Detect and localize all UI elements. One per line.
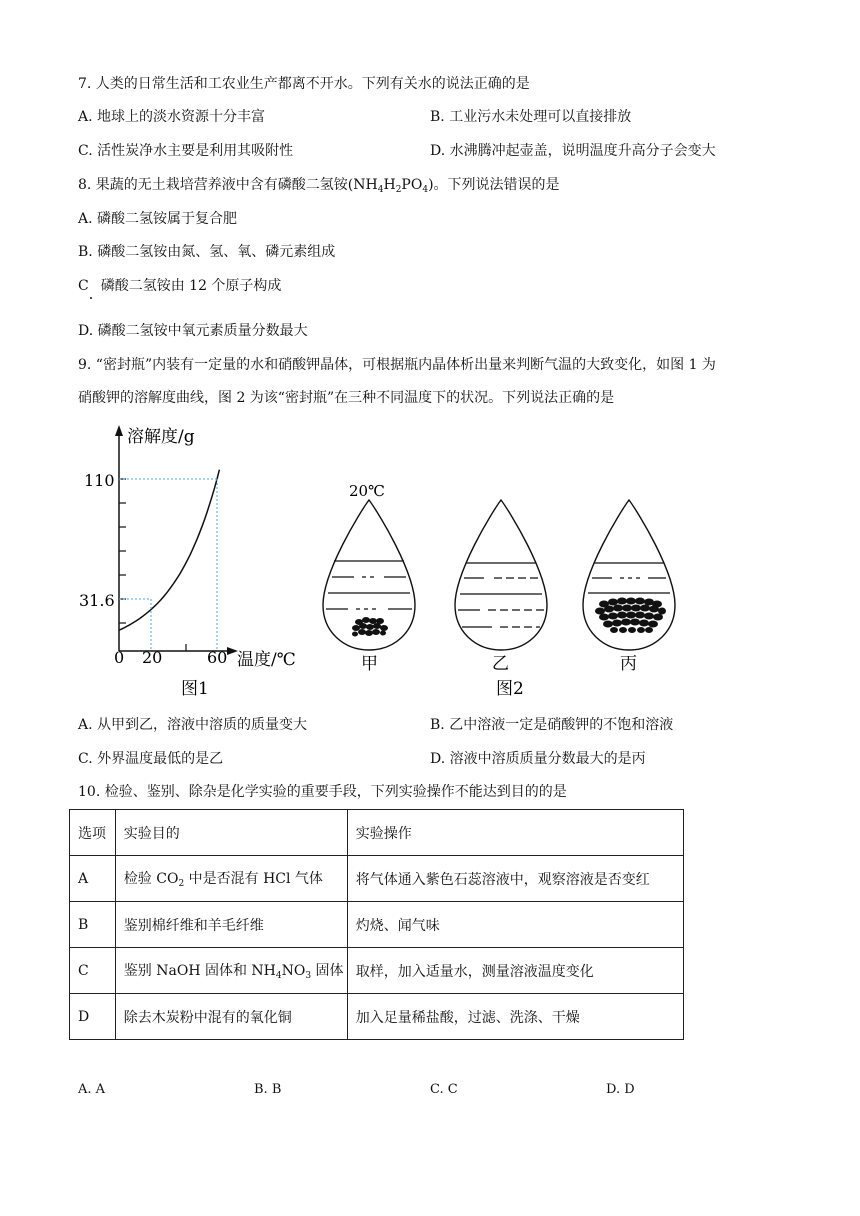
q9-stem-line2: 硝酸钾的溶解度曲线，图 2 为该“密封瓶”在三种不同温度下的状况。下列说法正确的是: [78, 390, 615, 406]
figure1-chart: [79, 425, 296, 699]
q10-answer-a: A. A: [78, 1082, 106, 1097]
table-cell-operation: 加入足量稀盐酸，过滤、洗涤、干燥: [347, 994, 683, 1040]
x-tick-label-60: 60: [207, 648, 228, 667]
figure1-ylabel: 溶解度/g: [127, 427, 195, 447]
table-cell-goal: 鉴别 NaOH 固体和 $NH_4NO_3$ 固体: [115, 948, 347, 994]
q8-option-a: A. 磷酸二氢铵属于复合肥: [78, 211, 238, 227]
figure2: [323, 482, 675, 699]
table-header-goal: 实验目的: [115, 810, 347, 856]
table-header-option: 选项: [70, 810, 116, 856]
q8-option-c: C 磷酸二氢铵由 12 个原子构成: [78, 278, 282, 294]
table-cell-goal: 除去木炭粉中混有的氧化铜: [115, 994, 347, 1040]
q9-stem-line1: 9. “密封瓶”内装有一定量的水和硝酸钾晶体，可根据瓶内晶体析出量来判断气温的大致变化，如图 1 为: [78, 357, 716, 373]
table-row: [70, 994, 684, 1040]
x-tick-label-0: 0: [114, 648, 125, 667]
table-cell-operation: 灼烧、闻气味: [347, 902, 683, 948]
bottle-bing: [583, 500, 675, 674]
q9-option-a: A. 从甲到乙，溶液中溶质的质量变大: [78, 717, 308, 733]
q7-option-c: C. 活性炭净水主要是利用其吸附性: [78, 143, 294, 159]
q10-stem: 10. 检验、鉴别、除杂是化学实验的重要手段，下列实验操作不能达到目的的是: [78, 784, 567, 800]
table-cell-option: C: [70, 948, 116, 994]
table-cell-option: A: [70, 856, 116, 902]
q10-answer-c: C. C: [430, 1082, 458, 1097]
q7-stem: 7. 人类的日常生活和工农业生产都离不开水。下列有关水的说法正确的是: [78, 76, 530, 92]
table-header-operation: 实验操作: [347, 810, 683, 856]
bottle-bing-label: 丙: [620, 654, 637, 674]
table-cell-goal: 鉴别棉纤维和羊毛纤维: [115, 902, 347, 948]
figure1-xlabel: 温度/℃: [237, 650, 296, 670]
y-axis-arrow: [115, 425, 123, 436]
table-row: [70, 902, 684, 948]
bottle-yi-label: 乙: [492, 654, 509, 674]
table-row: [70, 856, 684, 902]
q8-option-d: D. 磷酸二氢铵中氧元素质量分数最大: [78, 323, 308, 339]
q9-option-b: B. 乙中溶液一定是硝酸钾的不饱和溶液: [430, 717, 674, 733]
bottle-outline: [583, 500, 675, 650]
table-cell-option: B: [70, 902, 116, 948]
table-cell-operation: 取样，加入适量水，测量溶液温度变化: [347, 948, 683, 994]
y-tick-label-31-6: 31.6: [79, 591, 115, 610]
q10-answer-b: B. B: [254, 1082, 282, 1097]
figure2-caption: 图2: [496, 679, 524, 699]
figure1-caption: 图1: [181, 679, 209, 699]
table-cell-option: D: [70, 994, 116, 1040]
table-cell-goal: 检验 $CO_2$ 中是否混有 HCl 气体: [115, 856, 347, 902]
q9-option-c: C. 外界温度最低的是乙: [78, 751, 224, 767]
q8-stem: 8. 果蔬的无土栽培营养液中含有磷酸二氢铵$(NH_4H_2PO_4)$。下列说法错误的是: [78, 177, 560, 195]
q7-option-a: A. 地球上的淡水资源十分丰富: [78, 109, 266, 125]
bottle-yi: [455, 500, 547, 674]
q7-option-d: D. 水沸腾冲起壶盖，说明温度升高分子会变大: [430, 143, 716, 159]
x-tick-label-20: 20: [142, 648, 163, 667]
bottle-jia: [323, 500, 415, 674]
q8-option-b: B. 磷酸二氢铵由氮、氢、氧、磷元素组成: [78, 244, 336, 260]
q7-option-b: B. 工业污水未处理可以直接排放: [430, 109, 632, 125]
q9-option-d: D. 溶液中溶质质量分数最大的是丙: [430, 751, 646, 767]
table-cell-operation: 将气体通入紫色石蕊溶液中，观察溶液是否变红: [347, 856, 683, 902]
q10-answer-d: D. D: [606, 1082, 635, 1097]
table-row: [70, 948, 684, 994]
y-axis-ticks: [119, 479, 126, 623]
solubility-curve: [119, 470, 219, 631]
bottle-jia-label: 甲: [361, 654, 378, 674]
table-header-row: [70, 810, 684, 856]
experiment-table: [69, 809, 684, 1040]
bottle-temperature-label: 20℃: [349, 482, 385, 500]
y-tick-label-110: 110: [84, 471, 115, 490]
crystals-small: [352, 617, 388, 637]
crystals-large: [595, 598, 666, 634]
